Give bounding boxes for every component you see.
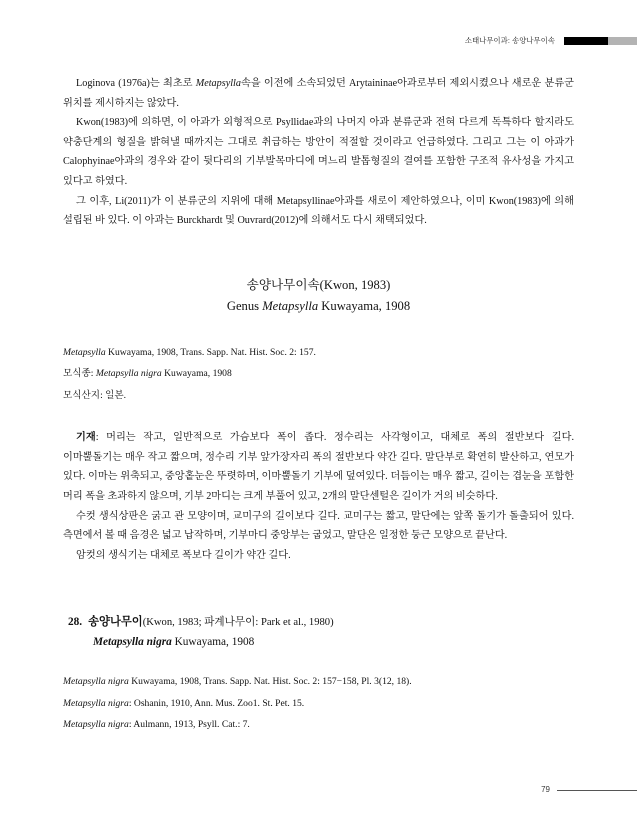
species-korean-name: 송양나무이 xyxy=(88,616,143,629)
species-scientific-line xyxy=(63,633,574,652)
page-footer xyxy=(0,783,637,797)
genus-heading xyxy=(63,275,574,317)
page-number: 79 xyxy=(541,785,550,794)
species-heading-line xyxy=(63,613,574,632)
text-run: : Oshanin, 1910, Ann. Mus. Zoo1. St. Pet. 15. xyxy=(128,697,305,709)
species-entry xyxy=(63,613,574,652)
text-run: 기재 xyxy=(76,432,96,444)
footer-rule xyxy=(557,790,637,791)
text-run: 수컷 생식상판은 굵고 관 모양이며, 교미구의 길이보다 길다. 교미구는 짧고, 말단에는 앞쪽 돌기가 돌출되어 있다. 측면에서 볼 때 음경은 넓고 납작하며, 기부마디 중앙부는 굽었고, 말단은 일정한 둥근 모양으로 끝난다. xyxy=(63,510,574,542)
citation-line xyxy=(63,363,574,385)
citation-line xyxy=(63,693,574,715)
text-run: Metapsylla xyxy=(63,346,106,358)
citation-line xyxy=(63,342,574,364)
paragraph xyxy=(63,507,574,546)
text-run: Metapsylla nigra xyxy=(63,676,129,688)
text-run: Metapsylla nigra xyxy=(95,368,162,380)
text-run: Metapsylla xyxy=(195,78,241,89)
citation-line xyxy=(63,714,574,736)
page-content xyxy=(63,74,574,736)
species-citation-list xyxy=(63,671,574,736)
text-run: Kwon(1983)에 의하면, 이 아과가 외형적으로 Psyllidae과의 나머지 아과 분류군과 전혀 다르게 독특하다 할지라도 약충단계의 형질을 밝혀낼 때까지는 그대로 취급하는 방안이 적절할 것이라고 언급하였다. 그리고 그는 이 아과가 Calophyinae아과의 경우와 같이 뒷다리의 기부발목마디에 며느리 발톱형질의 결여를 포함한 구조적 유사성을 가지고 있다고 하였다. xyxy=(63,117,574,187)
species-authority: (Kwon, 1983; 파계나무이: Park et al., 1980) xyxy=(142,617,334,629)
text-run: Metapsylla nigra xyxy=(63,697,129,709)
text-run: 모식산지: 일본. xyxy=(63,389,127,401)
genus-heading-latin-genus: Metapsylla xyxy=(262,298,319,313)
text-run: 속을 이전에 소속되었던 Arytaininae아과로부터 제외시켰으나 새로운 분류군 위치를 제시하지는 않았다. xyxy=(63,78,574,109)
genus-heading-latin-author: Kuwayama, 1908 xyxy=(318,298,411,313)
text-run: Kuwayama, 1908 xyxy=(161,368,232,380)
header-decoration-bar-light xyxy=(608,37,637,45)
intro-section xyxy=(63,74,574,231)
genus-heading-latin-prefix: Genus xyxy=(226,298,263,313)
running-header-title: 소태나무이과: 송양나무이속 xyxy=(464,35,555,45)
text-run: 암컷의 생식기는 대체로 폭보다 길이가 약간 길다. xyxy=(76,549,291,561)
text-run: 모식종: xyxy=(63,368,96,380)
running-header xyxy=(0,33,637,49)
text-run: Kuwayama, 1908, Trans. Sapp. Nat. Hist. Soc. 2: 157. xyxy=(105,346,316,358)
genus-heading-korean: 송양나무이속(Kwon, 1983) xyxy=(246,277,391,292)
species-scientific-author: Kuwayama, 1908 xyxy=(171,636,255,649)
citation-line xyxy=(63,671,574,693)
text-run: Loginova (1976a)는 최초로 xyxy=(76,78,196,89)
paragraph xyxy=(63,113,574,191)
paragraph xyxy=(63,74,574,113)
paragraph xyxy=(63,546,574,566)
text-run: : 머리는 작고, 일반적으로 가슴보다 폭이 좁다. 정수리는 사각형이고, 대체로 폭의 절반보다 길다. 이마뿔돌기는 매우 작고 짧으며, 정수리 기부 앞가장자리 폭의 절반보다 약간 길다. 말단부로 확연히 발산하고, 연모가 있다. 이마는 위축되고, 중앙홑눈은 뚜렷하며, 이마뿔돌기 기부에 덮여있다. 더듬이는 매우 짧고, 길이는 겹눈을 포함한 머리 폭을 초과하지 않으며, 기부 2마디는 크게 부풀어 있고, 2개의 말단센털은 길이가 거의 비슷하다. xyxy=(63,432,574,503)
genus-heading-latin xyxy=(63,296,574,317)
text-run: : Aulmann, 1913, Psyll. Cat.: 7. xyxy=(128,719,250,731)
header-decoration-bar-dark xyxy=(564,37,608,45)
text-run: 그 이후, Li(2011)가 이 분류군의 지위에 대해 Metapsyllinae아과를 새로이 제안하였으나, 이미 Kwon(1983)에 의해 설립된 바 있다. 이 아과는 Burckhardt 및 Ouvrard(2012)에 의해서도 다시 채택되었다. xyxy=(63,195,574,227)
text-run: Metapsylla nigra xyxy=(63,719,129,731)
genus-citation-list xyxy=(63,342,574,407)
paragraph xyxy=(63,428,574,506)
species-scientific-name: Metapsylla nigra xyxy=(93,636,172,649)
species-number: 28. xyxy=(68,616,83,629)
citation-line xyxy=(63,385,574,407)
description-section xyxy=(63,428,574,565)
paragraph xyxy=(63,192,574,231)
text-run: Kuwayama, 1908, Trans. Sapp. Nat. Hist. Soc. 2: 157−158, Pl. 3(12, 18). xyxy=(128,676,412,688)
